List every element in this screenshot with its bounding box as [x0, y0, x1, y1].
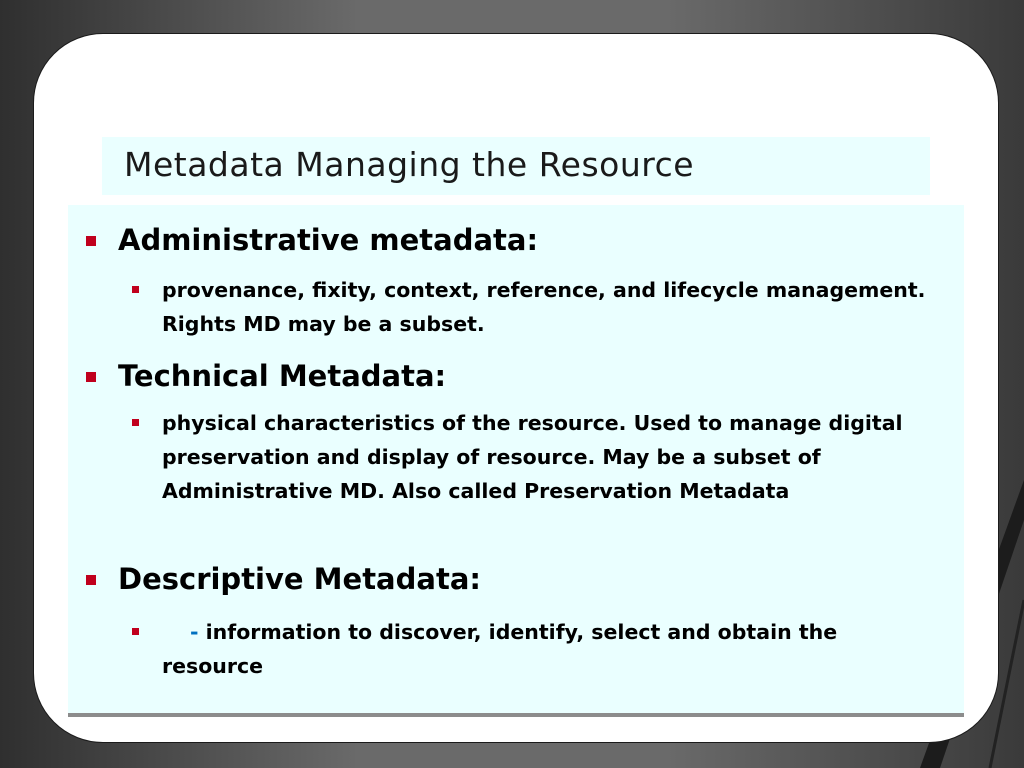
square-bullet-icon — [86, 575, 96, 585]
section-detail-text — [162, 615, 942, 683]
detail-body: information to discover, identify, select and obtain the resource — [162, 620, 838, 678]
section-detail-text: physical characteristics of the resource. Used to manage digital preservation and display of resource. May be a subset of Administrative MD. Also called Preservation Metadata — [162, 411, 903, 503]
section-heading: Technical Metadata: — [118, 359, 447, 393]
section-descriptive-detail — [132, 615, 942, 683]
square-bullet-icon — [132, 628, 139, 635]
dash-marker: - — [190, 620, 199, 644]
title-box — [102, 137, 930, 195]
section-administrative-detail — [132, 273, 942, 341]
square-bullet-icon — [86, 372, 96, 382]
slide-title: Metadata Managing the Resource — [124, 145, 695, 184]
square-bullet-icon — [132, 286, 139, 293]
section-heading: Administrative metadata: — [118, 223, 539, 257]
square-bullet-icon — [86, 236, 96, 246]
section-detail-text: provenance, fixity, context, reference, and lifecycle management. Rights MD may be a subset. — [162, 278, 926, 336]
content-panel — [68, 205, 964, 717]
square-bullet-icon — [132, 419, 139, 426]
section-technical-detail — [132, 406, 942, 508]
section-heading: Descriptive Metadata: — [118, 562, 481, 596]
